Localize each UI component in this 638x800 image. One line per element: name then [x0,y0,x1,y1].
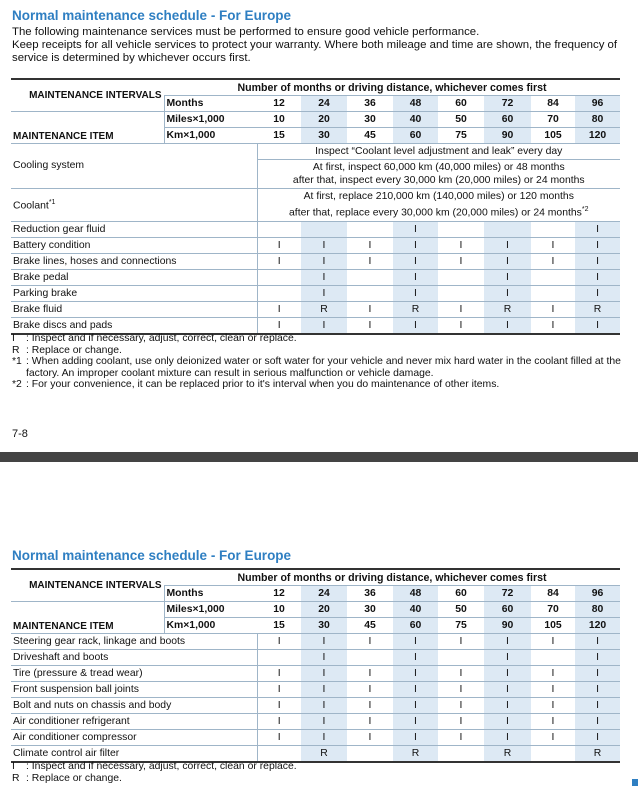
interval-mark [438,222,484,238]
interval-mark: I [575,666,620,682]
legend-text: : For your convenience, it can be replaced prior to it's interval when you do maintenance of other items. [26,379,500,391]
legend-text: : Replace or change. [26,344,122,356]
km-value: 120 [575,618,620,634]
miles-value: 40 [393,602,438,618]
interval-mark: I [531,254,575,270]
interval-mark: I [347,318,393,335]
miles-value: 40 [393,112,438,128]
item-name: Parking brake [11,286,257,302]
miles-value: 20 [301,602,347,618]
table-row [11,144,620,160]
interval-mark: I [575,650,620,666]
months-value: 36 [347,586,393,602]
header-row [11,79,620,96]
interval-mark: I [438,634,484,650]
page-title: Normal maintenance schedule - For Europe [12,548,292,563]
interval-mark: I [301,682,347,698]
table-row [11,698,620,714]
interval-mark: I [438,254,484,270]
interval-mark [347,650,393,666]
item-name: Brake fluid [11,302,257,318]
item-name: Cooling system [11,144,257,189]
interval-mark: I [393,254,438,270]
item-name: Brake discs and pads [11,318,257,335]
page-edge-marker [632,779,638,786]
interval-mark: I [301,666,347,682]
interval-mark: I [575,318,620,335]
item-name: Steering gear rack, linkage and boots [11,634,257,650]
months-value: 96 [575,96,620,112]
km-value: 120 [575,128,620,144]
km-value: 75 [438,128,484,144]
interval-mark [257,222,301,238]
interval-mark: I [438,698,484,714]
intervals-header: MAINTENANCE INTERVALS [11,569,164,602]
legend-key: *1 [12,356,22,368]
interval-mark: I [575,698,620,714]
interval-mark: I [347,730,393,746]
cooling-interval [257,160,620,189]
interval-mark [257,650,301,666]
legend-note [12,345,632,357]
interval-mark: I [347,634,393,650]
interval-mark: I [393,650,438,666]
legend-note [12,379,632,391]
legend-note [12,333,632,345]
interval-mark: R [301,302,347,318]
interval-mark: I [484,730,531,746]
item-header: MAINTENANCE ITEM [11,602,164,634]
intro-paragraph-1: The following maintenance services must be performed to ensure good vehicle performance. [12,26,480,38]
interval-mark: I [531,730,575,746]
miles-label: Miles×1,000 [164,112,257,128]
coolant-interval-line [260,203,619,219]
interval-mark: I [347,714,393,730]
table-row [11,189,620,222]
months-value: 96 [575,586,620,602]
interval-mark [347,286,393,302]
miles-value: 70 [531,602,575,618]
miles-value: 50 [438,112,484,128]
miles-value: 80 [575,112,620,128]
interval-mark: I [575,254,620,270]
interval-mark: I [531,238,575,254]
interval-mark: I [575,682,620,698]
interval-mark: I [393,270,438,286]
interval-mark: I [301,238,347,254]
table-row [11,714,620,730]
legend-key: *2 [12,379,22,391]
months-value: 36 [347,96,393,112]
km-value: 15 [257,128,301,144]
miles-value: 30 [347,112,393,128]
interval-mark [484,222,531,238]
interval-mark: I [484,698,531,714]
interval-mark: I [575,238,620,254]
item-name: Brake pedal [11,270,257,286]
interval-mark [531,746,575,763]
interval-mark: I [301,634,347,650]
interval-mark: I [484,238,531,254]
interval-mark: I [531,698,575,714]
legend-key: R [12,772,20,784]
interval-mark: I [347,238,393,254]
interval-mark: I [347,698,393,714]
legend-key: I [12,761,15,772]
months-value: 84 [531,96,575,112]
legend-note [12,761,632,773]
months-value: 72 [484,96,531,112]
item-name [11,189,257,222]
coolant-interval-line: At first, replace 210,000 km (140,000 miles) or 120 months [303,191,574,203]
interval-mark [257,286,301,302]
interval-mark [531,222,575,238]
legend-key: R [12,344,20,356]
legend-notes [12,761,632,784]
interval-mark: I [257,302,301,318]
interval-mark: I [301,698,347,714]
interval-mark: I [257,714,301,730]
table-row [11,302,620,318]
interval-mark: I [301,286,347,302]
km-value: 30 [301,128,347,144]
item-name: Air conditioner compressor [11,730,257,746]
interval-mark [301,222,347,238]
header-row [11,569,620,586]
intervals-header: MAINTENANCE INTERVALS [11,79,164,112]
table-row [11,254,620,270]
table-row [11,238,620,254]
interval-mark [347,222,393,238]
miles-value: 30 [347,602,393,618]
interval-mark: I [393,286,438,302]
months-value: 72 [484,586,531,602]
interval-mark: I [257,666,301,682]
header-row [11,112,620,128]
km-value: 75 [438,618,484,634]
interval-mark: R [393,746,438,763]
intro-paragraph-2: Keep receipts for all vehicle services to protect your warranty. Where both mileage and time are shown, the frequency of service is determined by whichever occurs first. [12,39,618,65]
legend-text: : When adding coolant, use only deionized water or soft water for your vehicle and never mix hard water in the coolant filled at the factory. An improper coolant mixture can result in serious malfunction or vehicle damage. [26,356,621,379]
interval-mark: I [393,222,438,238]
cooling-interval-line: At first, inspect 60,000 km (40,000 miles) or 48 months [312,162,565,173]
interval-mark [438,650,484,666]
interval-mark: R [575,746,620,763]
interval-mark: I [347,302,393,318]
interval-mark: I [438,302,484,318]
interval-mark: I [531,714,575,730]
miles-value: 60 [484,112,531,128]
coolant-interval [257,189,620,222]
interval-mark: I [438,682,484,698]
interval-mark: I [393,714,438,730]
interval-mark: I [484,666,531,682]
legend-note [12,356,632,379]
interval-mark: I [575,730,620,746]
km-value: 60 [393,128,438,144]
item-name: Battery condition [11,238,257,254]
page-number: 7-8 [12,428,28,440]
months-value: 48 [393,96,438,112]
months-value: 24 [301,96,347,112]
coolant-label: Coolant [13,200,49,212]
km-value: 45 [347,128,393,144]
interval-mark [438,286,484,302]
interval-mark: I [393,730,438,746]
interval-mark: R [393,302,438,318]
miles-value: 70 [531,112,575,128]
interval-mark: I [484,286,531,302]
interval-mark: I [531,302,575,318]
interval-mark: I [484,254,531,270]
interval-mark: I [257,698,301,714]
table-row [11,746,620,763]
interval-mark: I [257,634,301,650]
interval-mark: I [393,318,438,335]
table-row [11,222,620,238]
months-label: Months [164,96,257,112]
page-title: Normal maintenance schedule - For Europe [12,8,292,23]
header-row [11,602,620,618]
miles-value: 80 [575,602,620,618]
km-value: 105 [531,618,575,634]
interval-mark: I [301,254,347,270]
interval-mark: I [301,650,347,666]
interval-mark: I [484,682,531,698]
table-row [11,634,620,650]
cooling-instruction: Inspect “Coolant level adjustment and leak” every day [257,144,620,160]
interval-mark: I [257,254,301,270]
interval-mark [257,746,301,763]
interval-mark: I [575,714,620,730]
km-label: Km×1,000 [164,128,257,144]
table-row [11,318,620,335]
km-value: 105 [531,128,575,144]
interval-mark: I [347,682,393,698]
maintenance-table [11,568,620,763]
cooling-interval-line: after that, inspect every 30,000 km (20,000 miles) or 24 months [292,175,585,186]
interval-mark [531,270,575,286]
interval-mark: I [301,730,347,746]
months-value: 12 [257,586,301,602]
interval-mark: I [438,714,484,730]
legend-text: : Replace or change. [26,772,122,784]
months-value: 60 [438,586,484,602]
interval-mark: I [393,634,438,650]
table-row [11,270,620,286]
interval-mark: I [484,650,531,666]
manual-page-lower [0,520,638,800]
table-row [11,650,620,666]
interval-mark: I [575,270,620,286]
maintenance-table [11,78,620,335]
km-value: 15 [257,618,301,634]
km-value: 60 [393,618,438,634]
interval-caption: Number of months or driving distance, whichever comes first [164,79,620,96]
miles-value: 20 [301,112,347,128]
interval-mark: I [393,666,438,682]
interval-mark: I [531,666,575,682]
interval-mark: I [484,270,531,286]
footnote-marker: *1 [48,199,56,207]
interval-mark: I [347,254,393,270]
legend-text: : Inspect and if necessary, adjust, correct, clean or replace. [26,761,297,772]
interval-mark: I [301,270,347,286]
interval-mark [438,746,484,763]
km-value: 45 [347,618,393,634]
miles-value: 10 [257,602,301,618]
interval-mark: I [438,730,484,746]
interval-mark: I [575,222,620,238]
interval-mark [531,286,575,302]
months-label: Months [164,586,257,602]
item-name: Tire (pressure & tread wear) [11,666,257,682]
interval-mark: I [257,318,301,335]
interval-mark [438,270,484,286]
interval-mark [347,270,393,286]
interval-mark: I [393,698,438,714]
months-value: 84 [531,586,575,602]
interval-mark [347,746,393,763]
months-value: 24 [301,586,347,602]
coolant-interval-text: after that, replace every 30,000 km (20,000 miles) or 24 months [289,207,582,219]
item-name: Climate control air filter [11,746,257,763]
interval-mark: I [484,318,531,335]
table-row [11,730,620,746]
interval-mark: I [393,238,438,254]
interval-mark: R [484,746,531,763]
interval-mark: I [347,666,393,682]
interval-mark [257,270,301,286]
interval-mark: R [575,302,620,318]
page-separator [0,452,638,462]
interval-mark: I [438,318,484,335]
legend-notes [12,333,632,391]
interval-mark: I [301,318,347,335]
table-row [11,666,620,682]
interval-mark: I [531,682,575,698]
interval-mark: I [575,634,620,650]
legend-note [12,773,632,785]
miles-value: 60 [484,602,531,618]
item-name: Brake lines, hoses and connections [11,254,257,270]
interval-mark: I [257,238,301,254]
km-value: 90 [484,618,531,634]
interval-mark: I [484,714,531,730]
interval-mark: I [257,682,301,698]
miles-value: 50 [438,602,484,618]
table-row [11,682,620,698]
months-value: 12 [257,96,301,112]
interval-mark: I [531,318,575,335]
km-value: 90 [484,128,531,144]
interval-mark [531,650,575,666]
interval-mark: I [575,286,620,302]
miles-label: Miles×1,000 [164,602,257,618]
item-header: MAINTENANCE ITEM [11,112,164,144]
km-value: 30 [301,618,347,634]
item-name: Bolt and nuts on chassis and body [11,698,257,714]
legend-text: : Inspect and if necessary, adjust, correct, clean or replace. [26,333,297,344]
km-label: Km×1,000 [164,618,257,634]
months-value: 60 [438,96,484,112]
intro-text [12,26,632,66]
interval-mark: R [484,302,531,318]
interval-mark: I [438,666,484,682]
miles-value: 10 [257,112,301,128]
months-value: 48 [393,586,438,602]
interval-mark: I [301,714,347,730]
item-name: Reduction gear fluid [11,222,257,238]
item-name: Air conditioner refrigerant [11,714,257,730]
interval-mark: I [438,238,484,254]
item-name: Driveshaft and boots [11,650,257,666]
interval-mark: I [393,682,438,698]
interval-mark: I [257,730,301,746]
table-row [11,286,620,302]
item-name: Front suspension ball joints [11,682,257,698]
interval-mark: R [301,746,347,763]
footnote-marker: *2 [581,206,589,214]
legend-key: I [12,333,15,344]
interval-caption: Number of months or driving distance, whichever comes first [164,569,620,586]
interval-mark: I [484,634,531,650]
interval-mark: I [531,634,575,650]
